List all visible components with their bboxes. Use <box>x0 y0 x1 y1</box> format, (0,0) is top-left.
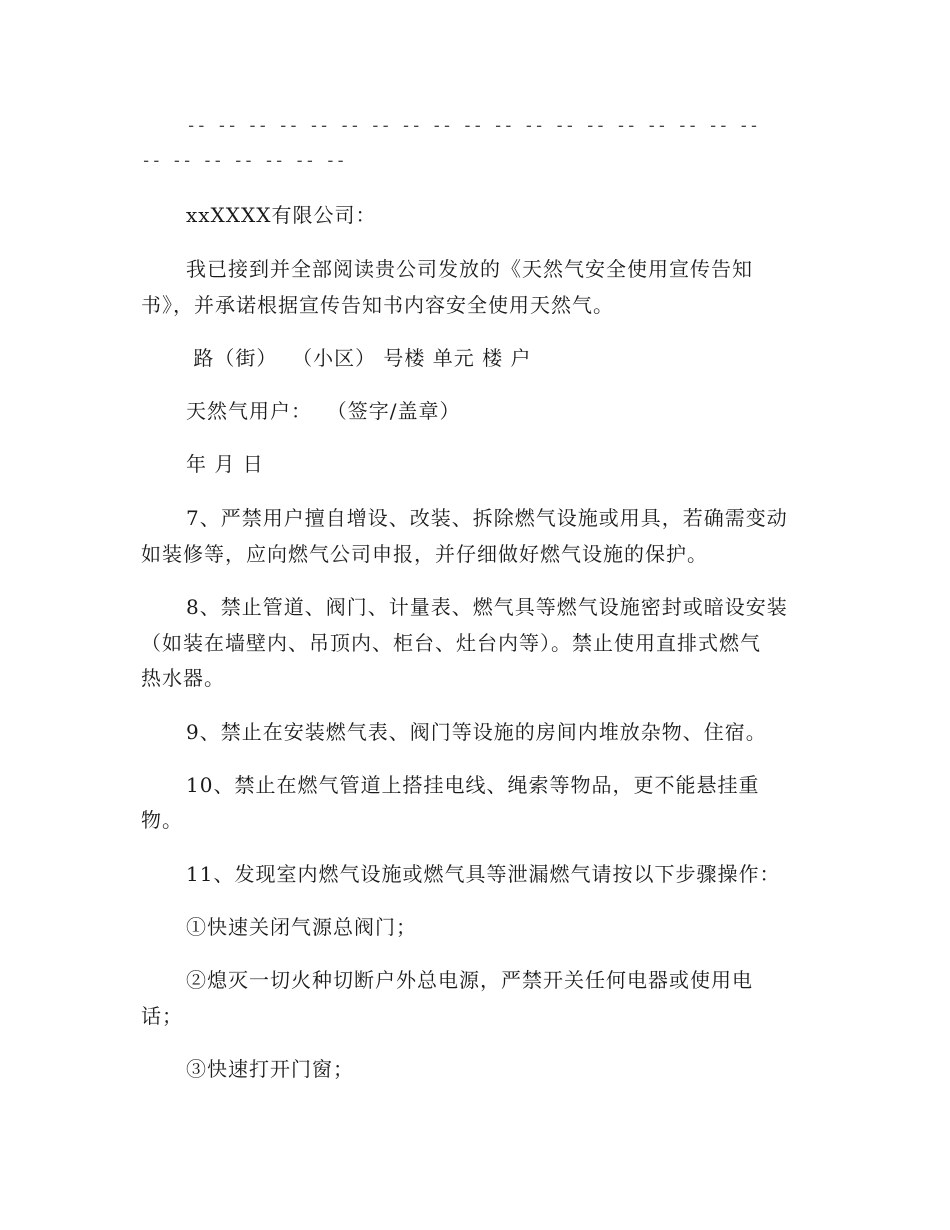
rule-8-line-3: 热水器。 <box>141 666 225 690</box>
statement-line-1: 我已接到并全部阅读贵公司发放的《天然气安全使用宣传告知 <box>186 257 753 281</box>
rule-7-line-2: 如装修等，应向燃气公司申报，并仔细做好燃气设施的保护。 <box>141 542 708 566</box>
rule-10-line-2: 物。 <box>141 808 183 832</box>
step-2-line-2: 话； <box>141 1004 183 1028</box>
step-3: ③快速打开门窗； <box>186 1057 354 1081</box>
step-2-line-1: ②熄灭一切火种切断户外总电源，严禁开关任何电器或使用电 <box>186 968 753 992</box>
rule-8-line-1: 8、禁止管道、阀门、计量表、燃气具等燃气设施密封或暗设安装 <box>186 595 788 619</box>
rule-10-line-1: 10、禁止在燃气管道上搭挂电线、绳索等物品，更不能悬挂重 <box>186 773 760 797</box>
date-line: 年 月 日 <box>186 452 264 476</box>
address-line: 路（街） （小区） 号楼 单元 楼 户 <box>186 346 532 370</box>
addressee: xxXXXX有限公司： <box>186 203 377 227</box>
statement-line-2: 书》，并承诺根据宣传告知书内容安全使用天然气。 <box>141 293 614 317</box>
separator-line-1: -- -- -- -- -- -- -- -- -- -- -- -- -- -- -- -- -- -- -- <box>186 116 760 136</box>
signer-line: 天然气用户： （签字/盖章） <box>186 399 461 423</box>
rule-8-line-2: （如装在墙壁内、吊顶内、柜台、灶台内等）。禁止使用直排式燃气 <box>141 631 761 655</box>
rule-11-line-1: 11、发现室内燃气设施或燃气具等泄漏燃气请按以下步骤操作： <box>186 862 781 886</box>
rule-9-line-1: 9、禁止在安装燃气表、阀门等设施的房间内堆放杂物、住宿。 <box>186 720 767 744</box>
separator-line-2: -- -- -- -- -- -- -- <box>141 151 346 171</box>
rule-7-line-1: 7、严禁用户擅自增设、改装、拆除燃气设施或用具，若确需变动 <box>186 506 788 530</box>
step-1: ①快速关闭气源总阀门； <box>186 915 417 939</box>
